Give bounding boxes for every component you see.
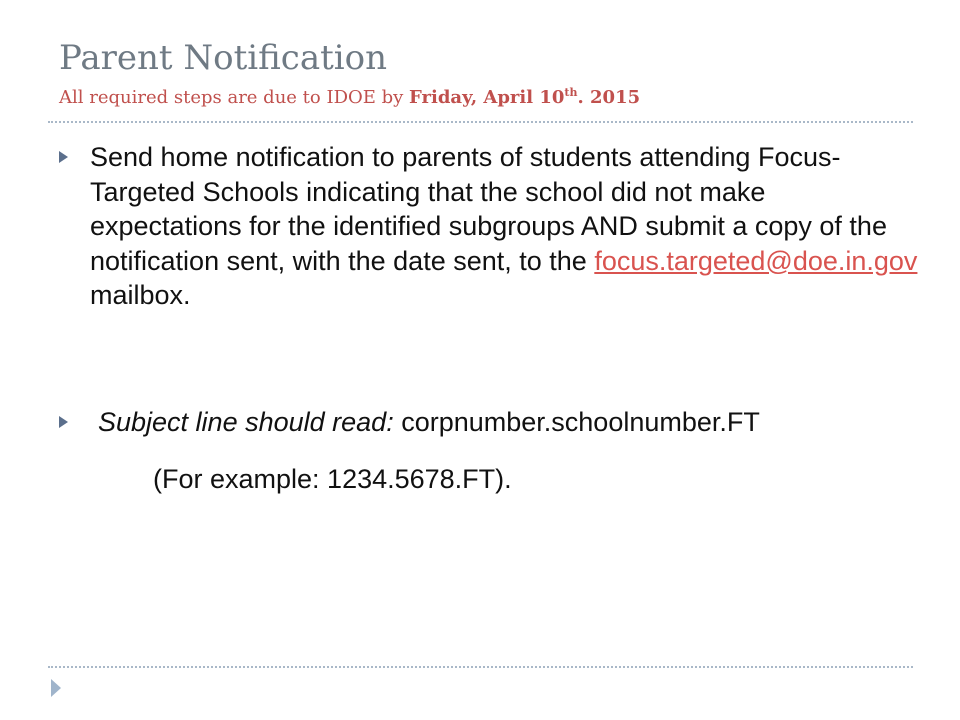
due-date-year: . 2015 bbox=[577, 87, 641, 108]
email-link[interactable]: focus.targeted@doe.in.gov bbox=[594, 245, 918, 276]
bullet-notification-text: Send home notification to parents of students attending Focus-Targeted Schools indicating that the school did not make expectations for the identified subgroups AND submit a copy of the notification sent, with the date sent, to the bbox=[90, 142, 887, 276]
due-date-ordinal: th bbox=[564, 86, 578, 99]
bullet-arrow-icon bbox=[59, 151, 68, 163]
due-date-text: Friday, April 10 bbox=[409, 87, 565, 108]
bullet-notification bbox=[90, 140, 920, 313]
footer-divider bbox=[48, 666, 913, 668]
slide-subtitle bbox=[59, 87, 640, 109]
bullet-subject-line bbox=[98, 405, 918, 440]
bullet-arrow-icon bbox=[59, 416, 68, 428]
subtitle-due-date bbox=[409, 87, 640, 108]
header-divider bbox=[48, 121, 913, 123]
bullet-notification-suffix: mailbox. bbox=[90, 280, 191, 310]
slide-title: Parent Notification bbox=[59, 38, 388, 78]
subtitle-prefix: All required steps are due to IDOE by bbox=[59, 87, 410, 108]
subject-line-label: Subject line should read: bbox=[98, 407, 394, 437]
subject-line-format: corpnumber.schoolnumber.FT bbox=[393, 407, 760, 437]
footer-arrow-icon bbox=[51, 679, 61, 697]
subject-line-example: (For example: 1234.5678.FT). bbox=[153, 464, 512, 494]
